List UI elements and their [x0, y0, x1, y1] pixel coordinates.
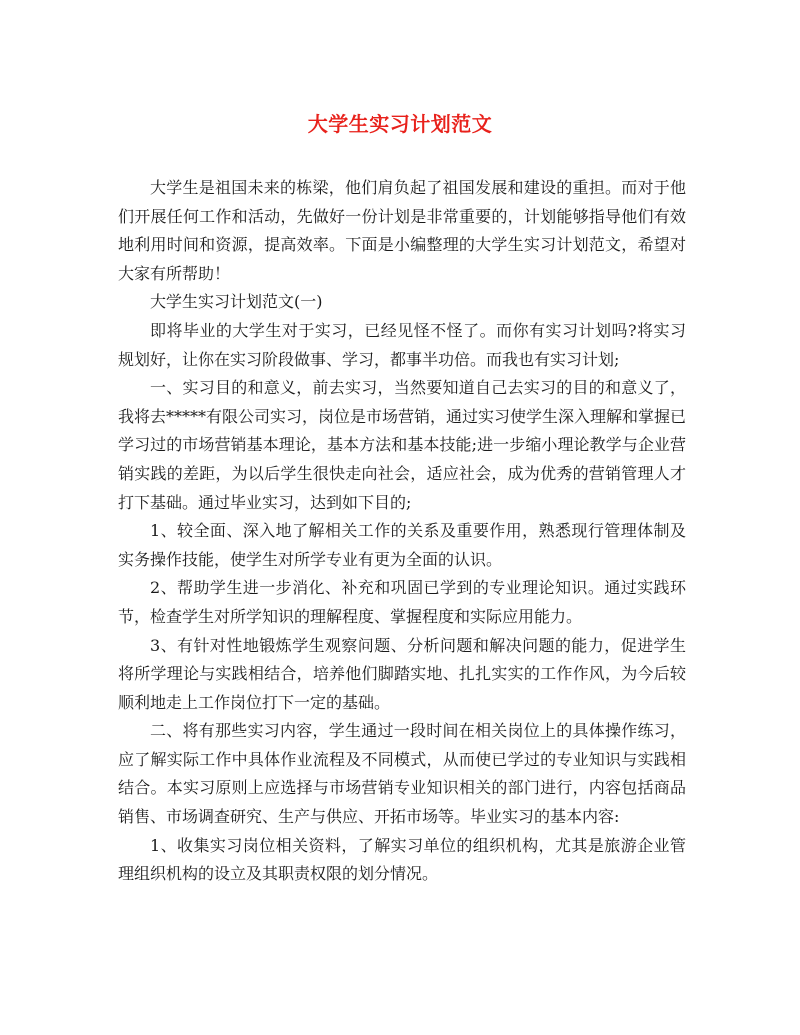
section-heading: 大学生实习计划范文(一) [150, 292, 323, 312]
body-paragraph: 二、将有那些实习内容，学生通过一段时间在相关岗位上的具体操作练习，应了解实际工作中具体作业流程及不同模式，从而使已学过的专业知识与实践相结合。本实习原则上应选择与市场营销专业知识相关的部门进行，内容包括商品销售、市场调查研究、生产与供应、开拓市场等。毕业实习的基本内容: [118, 721, 686, 827]
list-item: 1、较全面、深入地了解相关工作的关系及重要作用，熟悉现行管理体制及实务操作技能，使学生对所学专业有更为全面的认识。 [118, 521, 686, 569]
intro-paragraph: 大学生是祖国未来的栋梁，他们肩负起了祖国发展和建设的重担。而对于他们开展任何工作和活动，先做好一份计划是非常重要的，计划能够指导他们有效地利用时间和资源，提高效率。下面是小编整理的大学生实习计划范文，希望对大家有所帮助！ [118, 178, 686, 283]
list-item: 2、帮助学生进一步消化、补充和巩固已学到的专业理论知识。通过实践环节，检查学生对所学知识的理解程度、掌握程度和实际应用能力。 [118, 578, 686, 626]
document-title: 大学生实习计划范文 [307, 112, 493, 136]
list-item: 3、有针对性地锻炼学生观察问题、分析问题和解决问题的能力，促进学生将所学理论与实践相结合，培养他们脚踏实地、扎扎实实的工作作风，为今后较顺利地走上工作岗位打下一定的基础。 [118, 635, 686, 712]
body-paragraph: 一、实习目的和意义，前去实习，当然要知道自己去实习的目的和意义了，我将去*****有限公司实习，岗位是市场营销，通过实习使学生深入理解和掌握已学习过的市场营销基本理论，基本方法和基本技能;进一步缩小理论教学与企业营销实践的差距，为以后学生很快走向社会，适应社会，成为优秀的营销管理人才打下基础。通过毕业实习，达到如下目的; [118, 378, 687, 512]
document-body [118, 174, 686, 889]
list-item: 1、收集实习岗位相关资料，了解实习单位的组织机构，尤其是旅游企业管理组织机构的设立及其职责权限的划分情况。 [118, 835, 686, 884]
body-paragraph: 即将毕业的大学生对于实习，已经见怪不怪了。而你有实习计划吗?将实习规划好，让你在实习阶段做事、学习，都事半功倍。而我也有实习计划; [118, 320, 686, 369]
